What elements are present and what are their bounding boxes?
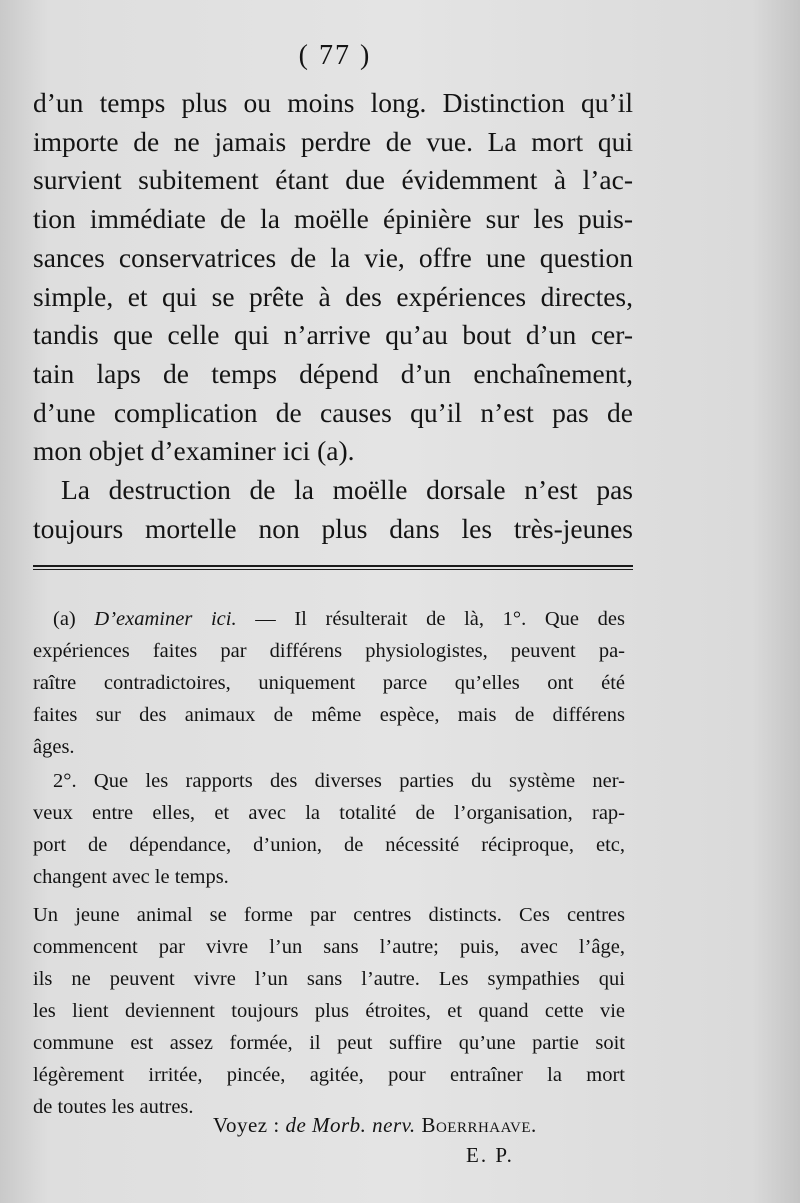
body-line: tain laps de temps dépend d’un enchaînement,: [33, 357, 633, 389]
page-number: ( 77 ): [298, 40, 372, 71]
body-line: tion immédiate de la moëlle épinière sur les puis-: [33, 203, 633, 235]
footnote-line: ils ne peuvent vivre l’un sans l’autre. Les sympathies qui: [33, 968, 625, 990]
footnote-first-line-text: — Il résulterait de là, 1°. Que des: [255, 608, 625, 630]
footnote-paragraph-3: [33, 899, 625, 1123]
citation-work: de Morb. nerv.: [285, 1113, 416, 1137]
body-line: sances conservatrices de la vie, offre une question: [33, 241, 633, 273]
footnote-line: les lient deviennent toujours plus étroites, et quand cette vie: [33, 1000, 625, 1022]
footnote: [33, 603, 625, 1123]
footnote-separator-rule: [33, 565, 633, 570]
footnote-line: changent avec le temps.: [33, 866, 229, 888]
body-line: importe de ne jamais perdre de vue. La mort qui: [33, 125, 633, 157]
footnote-citation: [213, 1113, 537, 1138]
footnote-line: âges.: [33, 736, 75, 758]
footnote-line: commune est assez formée, il peut suffire qu’une partie soit: [33, 1032, 625, 1054]
body-line: d’un temps plus ou moins long. Distinction qu’il: [33, 87, 633, 118]
citation-prefix: Voyez :: [213, 1113, 280, 1137]
footnote-paragraph-2: [33, 765, 625, 893]
footnote-line: de toutes les autres.: [33, 1096, 194, 1118]
footnote-line: port de dépendance, d’union, de nécessité réciproque, etc,: [33, 834, 625, 856]
footnote-line: veux entre elles, et avec la totalité de l’organisation, rap-: [33, 802, 625, 824]
footnote-marker: (a): [53, 608, 76, 630]
footnote-line: expériences faites par différens physiologistes, peuvent pa-: [33, 640, 625, 662]
footnote-line: faites sur des animaux de même espèce, mais de différens: [33, 704, 625, 726]
footnote-first-line: [33, 603, 625, 635]
main-body-text: [33, 84, 633, 548]
body-line: mon objet d’examiner ici (a).: [33, 435, 355, 467]
footnote-line: 2°. Que les rapports des diverses parties du système ner-: [53, 770, 625, 792]
author-initials: E. P.: [466, 1143, 514, 1167]
body-line: La destruction de la moëlle dorsale n’est pas: [61, 474, 633, 506]
footnote-reference: D’examiner ici.: [94, 608, 237, 630]
body-line: simple, et qui se prête à des expériences directes,: [33, 280, 633, 312]
footnote-line: légèrement irritée, pincée, agitée, pour entraîner la mort: [33, 1064, 625, 1086]
body-line: toujours mortelle non plus dans les très-jeunes: [33, 512, 633, 544]
footnote-line: Un jeune animal se forme par centres distincts. Ces centres: [33, 904, 625, 926]
body-line: d’une complication de causes qu’il n’est pas de: [33, 396, 633, 428]
body-line: tandis que celle qui n’arrive qu’au bout d’un cer-: [33, 319, 633, 351]
body-line: survient subitement étant due évidemment à l’ac-: [33, 164, 633, 196]
footnote-line: commencent par vivre l’un sans l’autre; puis, avec l’âge,: [33, 936, 625, 958]
citation-author: Boerrhaave.: [421, 1113, 537, 1137]
footnote-line: raître contradictoires, uniquement parce qu’elles ont été: [33, 672, 625, 694]
